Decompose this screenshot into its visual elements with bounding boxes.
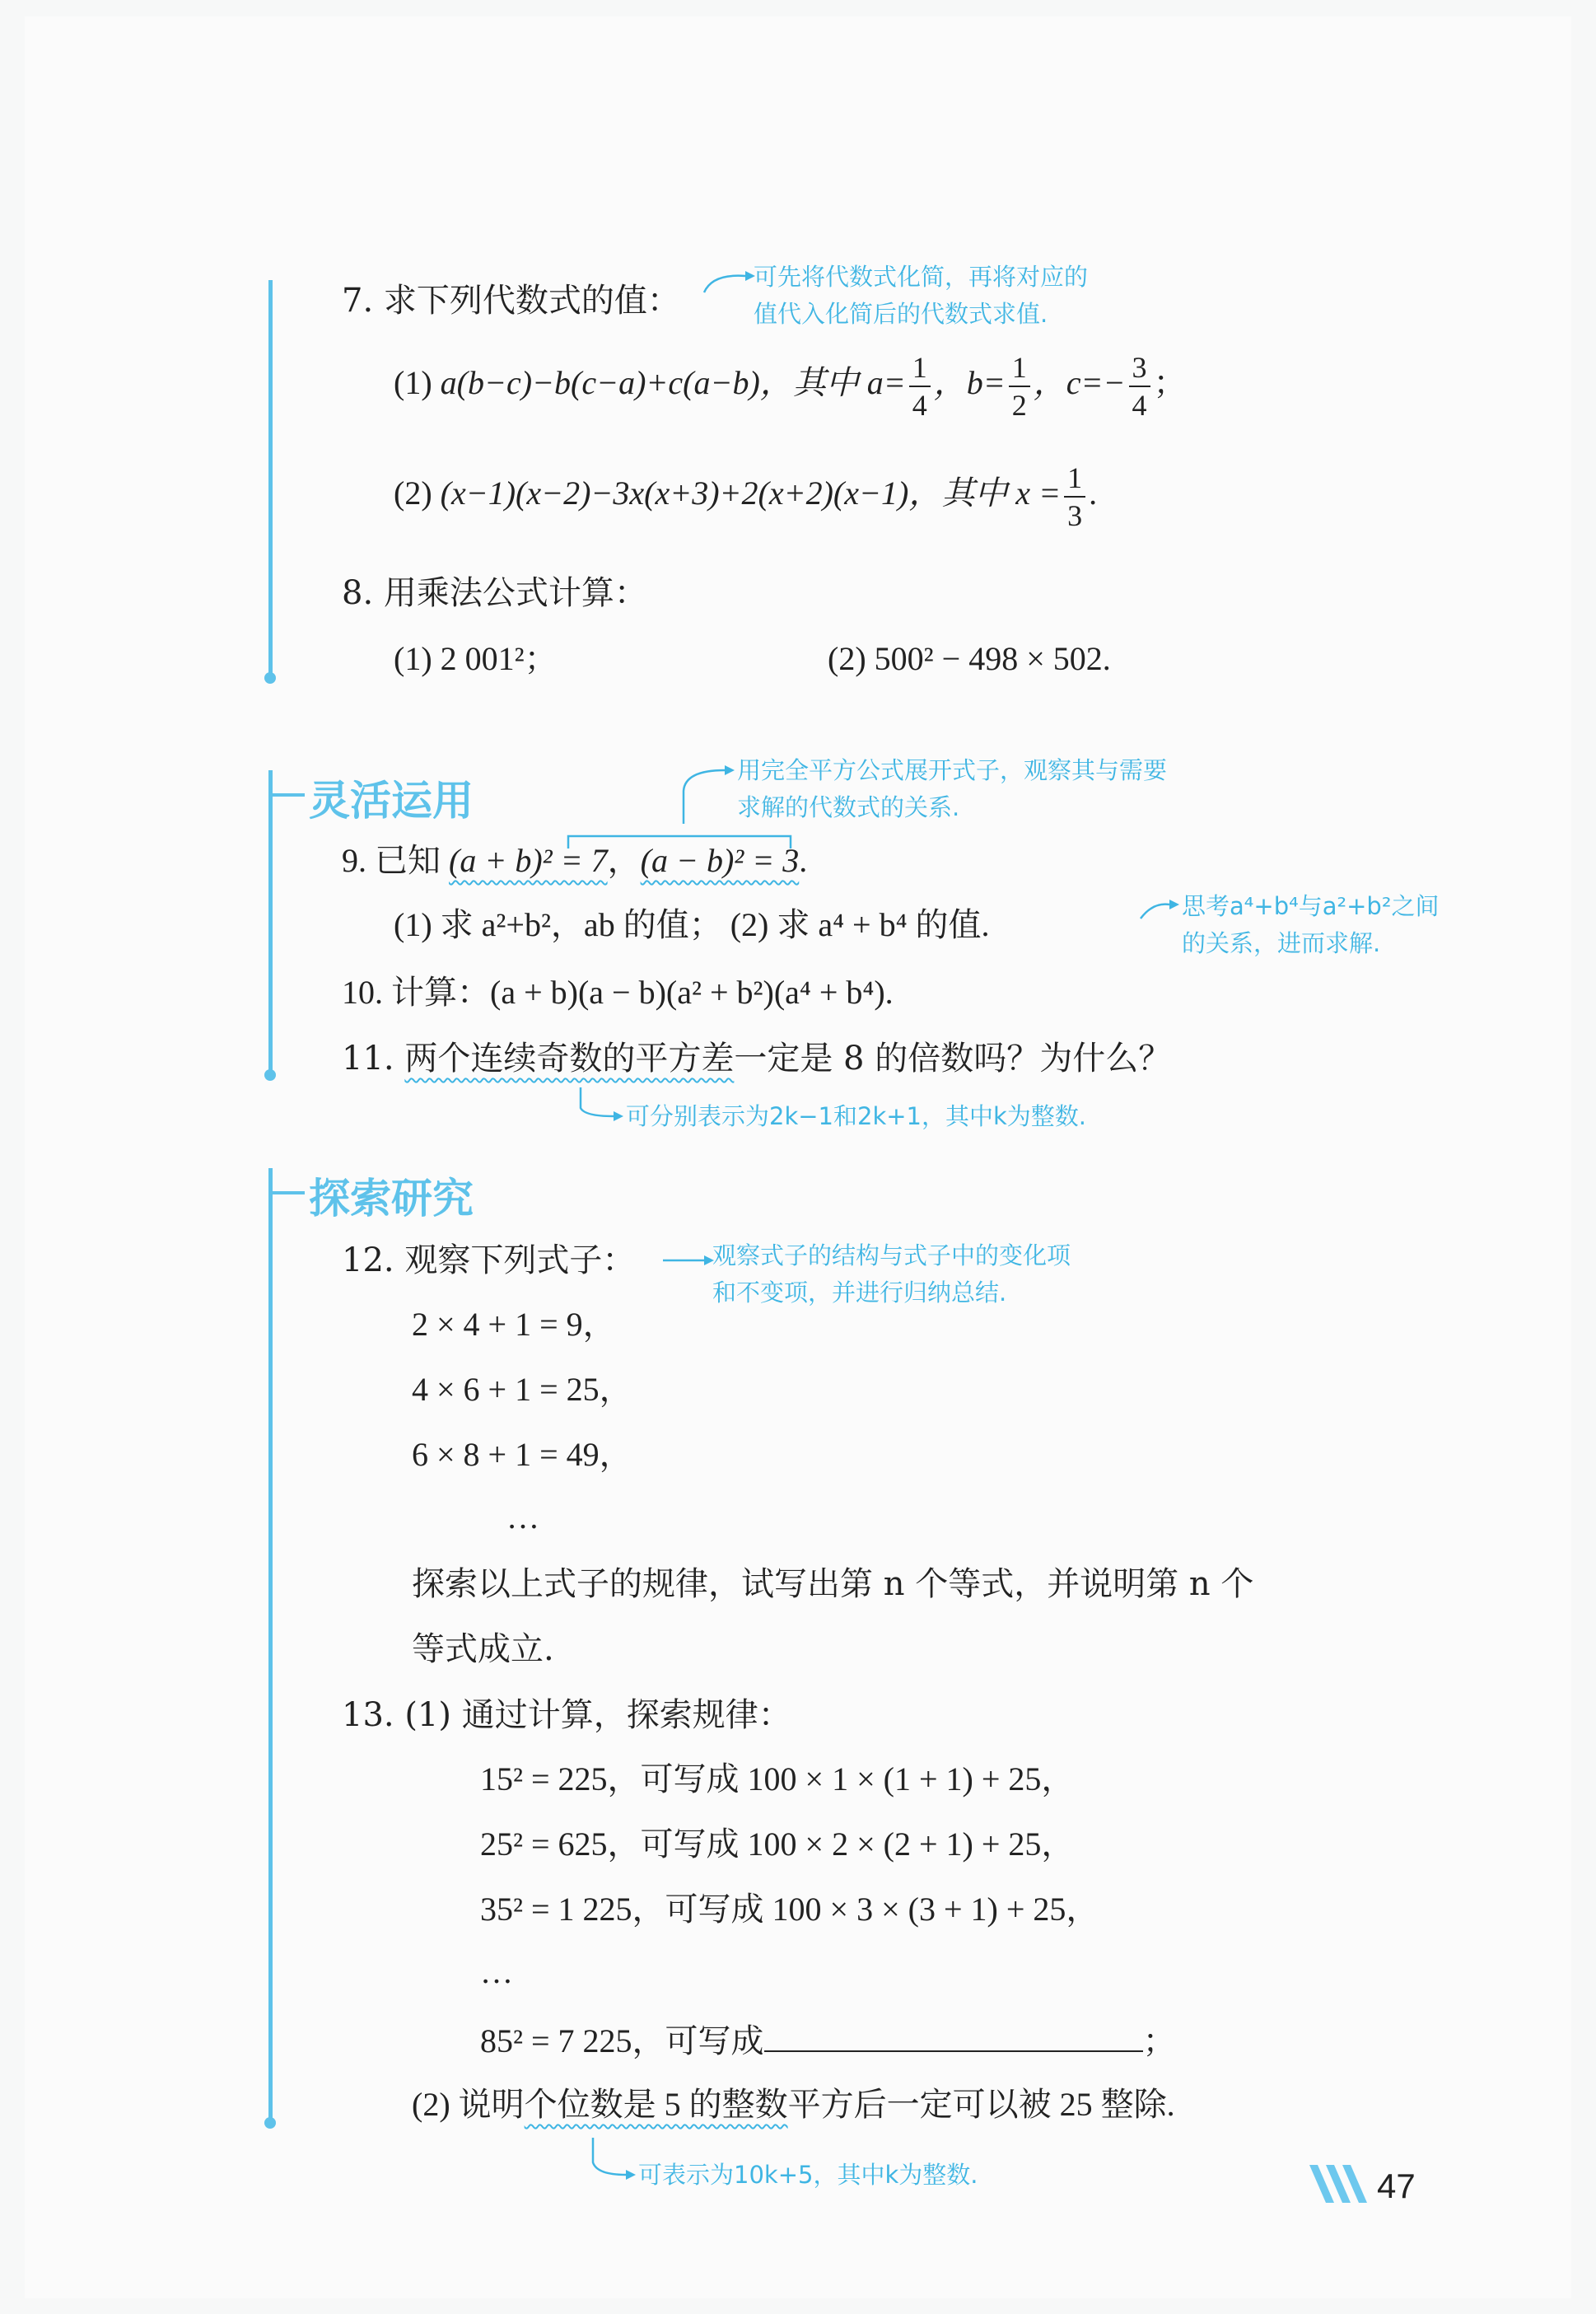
fraction-denominator: 3 [1067,499,1083,532]
q12-hint-note [712,1237,1071,1311]
q13-part-2-underlined: 个位数是 5 的整数 [524,2086,788,2123]
q9-prefix: 9. 已知 [342,842,441,879]
c-label: ，c=− [1033,364,1126,402]
section-title-rule [268,793,305,797]
q13-equation-3: 35² = 1 225，可写成 100 × 3 × (3 + 1) + 25， [480,1891,1099,1928]
fraction-x [1064,463,1085,531]
q7-hint-note [754,259,1088,333]
note-line: 思考a⁴+b⁴与a²+b²之间 [1182,892,1440,920]
section-title-explore: 探索研究 [309,1175,474,1222]
q12-equation-1: 2 × 4 + 1 = 9， [412,1306,616,1343]
fraction-denominator: 2 [1011,389,1027,422]
q13-equation-4-end: ； [1142,2022,1176,2059]
q7-part-2 [394,463,1097,531]
q11-rest: 一定是 8 的倍数吗？为什么？ [734,1040,1172,1078]
note-line: 和不变项，并进行归纳总结. [712,1278,1007,1307]
q7-part-1-expression: a(b−c)−b(c−a)+c(a−b)，其中 a= [440,364,906,402]
fraction-c [1129,353,1150,420]
q9-separator: ， [607,842,641,879]
page-number: 47 [1377,2167,1416,2205]
q9-condition-2: (a − b)² = 3 [640,842,800,879]
q7-part-1 [394,353,1187,420]
part-prefix: (2) [394,474,432,512]
fraction-b [1009,353,1030,420]
section-title-rule [268,1191,305,1194]
q9-hint-note-2 [1182,888,1439,962]
question-10-label: 10. 计算：(a + b)(a − b)(a² + b²)(a⁴ + b⁴). [342,974,894,1011]
part-end: . [1089,474,1098,512]
question-9-label [342,844,807,877]
note-line: 可先将代数式化简，再将对应的 [754,263,1089,291]
q13-part-2-prefix: (2) 说明 [412,2086,525,2123]
b-label: ，b= [933,364,1006,402]
answer-blank[interactable] [764,2024,1143,2052]
fraction-a [909,353,931,420]
note-line: 观察式子的结构与式子中的变化项 [712,1241,1071,1269]
fraction-numerator: 1 [909,353,931,387]
q13-equation-1: 15² = 225，可写成 100 × 1 × (1 + 1) + 25， [480,1760,1075,1797]
q13-equation-2: 25² = 625，可写成 100 × 2 × (2 + 1) + 25， [480,1825,1075,1863]
q11-hint-note: 可分别表示为2k−1和2k+1，其中k为整数. [626,1102,1087,1130]
q13-part-2 [412,2088,1175,2121]
q13-part-2-rest: 平方后一定可以被 25 整除. [787,2086,1175,2123]
part-end: ； [1153,364,1187,402]
q13-ellipsis: … [480,1953,513,1990]
q13-hint-note: 可表示为10k+5，其中k为整数. [638,2161,978,2189]
question-13-label: 13. (1) 通过计算，探索规律： [342,1696,791,1734]
question-7-label: 7. 求下列代数式的值： [342,282,680,320]
q8-part-2: (2) 500² − 498 × 502. [828,640,1111,677]
note-line: 求解的代数式的关系. [737,792,960,821]
q12-ellipsis: … [506,1498,539,1536]
part-prefix: (1) [394,364,432,402]
q7-part-2-expression: (x−1)(x−2)−3x(x+3)+2(x+2)(x−1)，其中 x = [440,474,1062,512]
q11-prefix: 11. [342,1040,394,1078]
section-title-flexible: 灵活运用 [309,777,474,825]
question-11-label [342,1040,1172,1078]
q12-description-line-1: 探索以上式子的规律，试写出第 n 个等式，并说明第 n 个 [412,1565,1254,1603]
q9-condition-1: (a + b)² = 7 [449,842,608,879]
q9-end: . [799,842,808,879]
q13-equation-4-text: 85² = 7 225，可写成 [480,2022,764,2059]
q11-wavy-phrase: 两个连续奇数的平方差 [404,1040,735,1078]
q9-hint-note [737,752,1167,826]
q13-equation-4 [480,2024,1176,2058]
note-line: 的关系，进而求解. [1182,928,1381,957]
q12-equation-3: 6 × 8 + 1 = 49， [412,1436,632,1473]
q8-part-1: (1) 2 001²； [394,640,558,677]
fraction-numerator: 1 [1009,353,1030,387]
q9-parts: (1) 求 a²+b²，ab 的值； (2) 求 a⁴ + b⁴ 的值. [394,906,990,943]
fraction-denominator: 4 [1132,389,1147,422]
note-line: 值代入化简后的代数式求值. [754,299,1048,328]
fraction-numerator: 3 [1129,353,1150,387]
q12-description-line-2: 等式成立. [412,1630,554,1668]
fraction-denominator: 4 [912,389,927,422]
q12-equation-2: 4 × 6 + 1 = 25， [412,1371,632,1408]
question-8-label: 8. 用乘法公式计算： [342,574,647,612]
fraction-numerator: 1 [1064,463,1085,498]
note-line: 用完全平方公式展开式子，观察其与需要 [737,756,1168,784]
question-12-label: 12. 观察下列式子： [342,1241,636,1279]
page-number-stripes-icon [1309,2165,1375,2206]
